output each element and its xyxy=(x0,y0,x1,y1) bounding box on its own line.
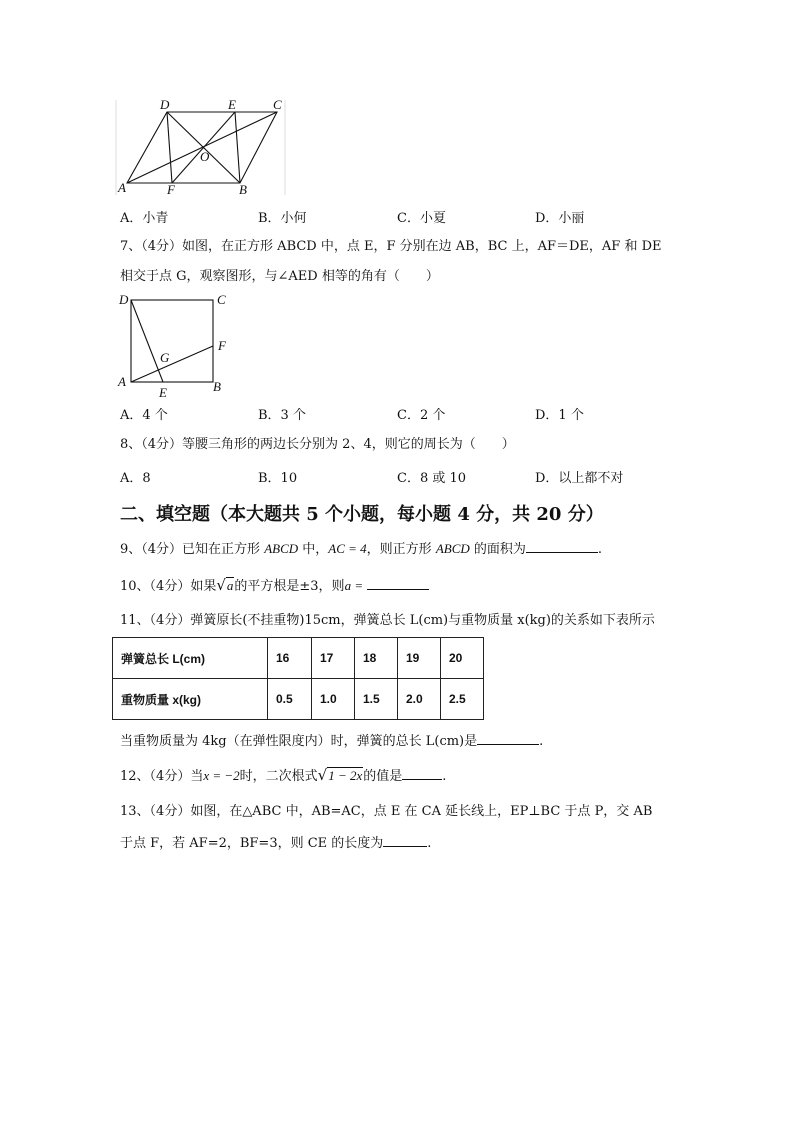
q7-option-b[interactable]: B．3 个 xyxy=(258,408,306,423)
q11-after xyxy=(120,732,543,751)
q11-end: . xyxy=(539,734,544,749)
q9-answer-blank[interactable] xyxy=(526,540,598,553)
q10-mid: 的平方根是±3，则 xyxy=(234,579,345,594)
table-row xyxy=(113,679,484,720)
q8-option-c[interactable]: C．8 或 10 xyxy=(397,471,467,486)
label-B: B xyxy=(239,182,247,197)
section2-title: 二、填空题（本大题共 5 个小题，每小题 4 分，共 20 分） xyxy=(120,504,604,525)
label-G: G xyxy=(160,350,170,365)
q12-suffix: 的值是 xyxy=(363,769,403,784)
q13-answer-blank[interactable] xyxy=(383,834,427,847)
label-A: A xyxy=(118,374,126,389)
q11-after-text: 当重物质量为 4kg（在弹性限度内）时，弹簧的总长 L(cm)是 xyxy=(120,734,478,749)
table-cell: 2.0 xyxy=(398,679,441,720)
table-cell: 18 xyxy=(355,638,398,679)
table-header-length: 弹簧总长 L(cm) xyxy=(113,638,268,679)
label-A: A xyxy=(118,180,126,195)
q8-option-d[interactable]: D．以上都不对 xyxy=(535,471,624,486)
q6-option-a[interactable]: A．小青 xyxy=(120,211,169,226)
q6-option-c[interactable]: C．小夏 xyxy=(397,211,446,226)
q10-text xyxy=(120,576,429,596)
label-D: D xyxy=(119,292,129,307)
q9-end: . xyxy=(597,542,603,557)
label-C: C xyxy=(217,292,226,307)
q10-answer-blank[interactable] xyxy=(367,577,429,590)
q9-suffix: 的面积为 xyxy=(469,542,526,557)
q12-text xyxy=(120,766,446,786)
label-B: B xyxy=(213,379,221,394)
table-row xyxy=(113,638,484,679)
q6-option-b[interactable]: B．小何 xyxy=(258,211,307,226)
table-header-mass: 重物质量 x(kg) xyxy=(113,679,268,720)
table-cell: 20 xyxy=(441,638,484,679)
q9-prefix: 9、（4分）已知在正方形 xyxy=(120,542,265,557)
q12-prefix: 12、（4分）当 xyxy=(120,769,204,784)
q7-option-d[interactable]: D．1 个 xyxy=(535,408,584,423)
spring-table xyxy=(112,637,484,720)
sqrt-symbol: √ xyxy=(216,576,226,594)
q9-mid2: ，则正方形 xyxy=(366,542,436,557)
table-cell: 16 xyxy=(268,638,312,679)
q12-answer-blank[interactable] xyxy=(402,767,442,780)
table-cell: 19 xyxy=(398,638,441,679)
label-C: C xyxy=(273,97,282,112)
q7-option-a[interactable]: A．4 个 xyxy=(120,408,168,423)
q7-line1: 7、（4分）如图，在正方形 ABCD 中，点 E，F 分别在边 AB，BC 上，AF＝DE，AF 和 DE xyxy=(120,239,662,254)
q8-option-a[interactable]: A．8 xyxy=(120,471,151,486)
q13-line1: 13、（4分）如图，在△ABC 中，AB=AC，点 E 在 CA 延长线上，EP⊥BC 于点 P，交 AB xyxy=(120,804,653,819)
label-E: E xyxy=(159,385,167,400)
table-cell: 17 xyxy=(312,638,355,679)
label-E: E xyxy=(228,97,236,112)
q9-text xyxy=(120,540,602,559)
q13-end: . xyxy=(427,836,432,851)
q11-answer-blank[interactable] xyxy=(477,732,539,745)
label-F: F xyxy=(167,182,175,197)
q9-mid1: 中， xyxy=(298,542,329,557)
table-cell: 1.0 xyxy=(312,679,355,720)
sqrt-symbol: √ xyxy=(317,766,328,784)
q11-text: 11、（4分）弹簧原长(不挂重物)15cm，弹簧总长 L(cm)与重物质量 x(kg)的关系如下表所示 xyxy=(120,613,655,628)
q8-text: 8、（4分）等腰三角形的两边长分别为 2、4，则它的周长为（ ） xyxy=(120,437,515,452)
label-F: F xyxy=(218,338,226,353)
q7-option-c[interactable]: C．2 个 xyxy=(397,408,446,423)
q12-condition: x = −2 xyxy=(203,768,240,783)
label-O: O xyxy=(200,149,210,164)
table-cell: 0.5 xyxy=(268,679,312,720)
q6-option-d[interactable]: D．小丽 xyxy=(535,211,585,226)
table-cell: 2.5 xyxy=(441,679,484,720)
q13-line2-text: 于点 F，若 AF=2，BF=3，则 CE 的长度为 xyxy=(120,836,384,851)
q7-line2: 相交于点 G，观察图形，与∠AED 相等的角有（ ） xyxy=(120,269,439,284)
q10-prefix: 10、（4分）如果 xyxy=(120,579,217,594)
table-cell: 1.5 xyxy=(355,679,398,720)
q12-radicand: 1 − 2x xyxy=(328,768,363,783)
q10-var: a = xyxy=(344,578,364,593)
q12-end: . xyxy=(442,769,447,784)
square-figure xyxy=(115,290,235,402)
q12-mid: 时，二次根式 xyxy=(239,769,318,784)
q9-abcd-1: ABCD xyxy=(264,541,299,556)
q8-option-b[interactable]: B．10 xyxy=(258,471,298,486)
q9-abcd-2: ABCD xyxy=(435,541,470,556)
q9-equation: AC = 4 xyxy=(328,541,367,556)
q13-line2 xyxy=(120,834,431,853)
label-D: D xyxy=(160,97,170,112)
parallelogram-figure xyxy=(115,95,290,200)
q10-radicand: a xyxy=(226,578,234,593)
